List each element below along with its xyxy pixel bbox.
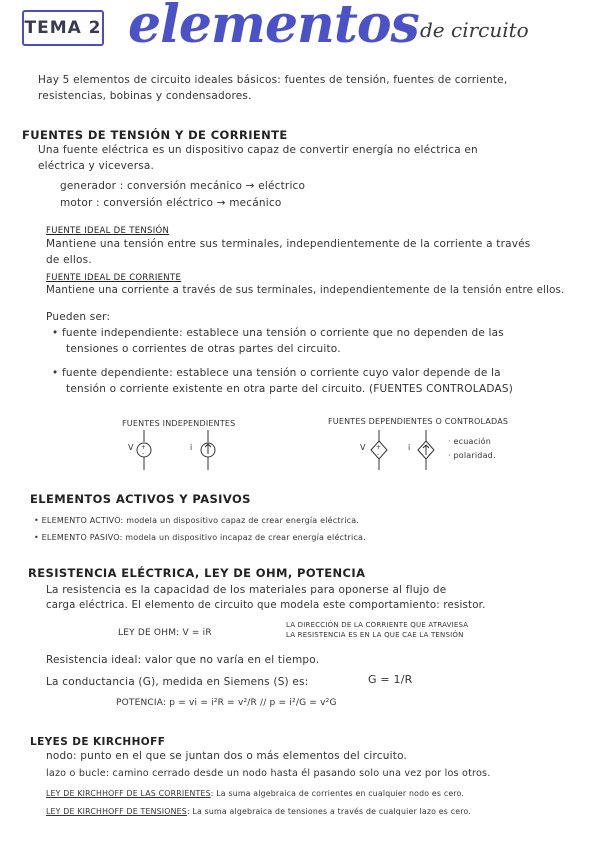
g-formula: G = 1/R [368, 673, 413, 686]
dependent-voltage-source-icon [368, 430, 390, 470]
ideal-tension-line-2: de ellos. [46, 254, 92, 266]
intro-line-2: resistencias, bobinas y condensadores. [38, 90, 252, 102]
ideal-corriente-text: Mantiene una corriente a través de sus terminales, independientemente de la tensión entre ellos. [46, 285, 565, 296]
lazo-def: lazo o bucle: camino cerrado desde un nodo hasta él pasando solo una vez por los otros. [46, 768, 491, 779]
ideal-corriente-title: FUENTE IDEAL DE CORRIENTE [46, 273, 182, 283]
independent-current-source-icon [198, 430, 218, 470]
independiente-line-1: • fuente independiente: establece una tensión o corriente que no dependen de las [52, 325, 582, 341]
conductancia: La conductancia (G), medida en Siemens (S) es: [46, 676, 309, 688]
ideal-tension-line-1: Mantiene una tensión entre sus terminales, independientemente de la corriente a través [46, 238, 531, 250]
svg-text:+: + [141, 444, 147, 451]
kirchhoff-corrientes-title: LEY DE KIRCHHOFF DE LAS CORRIENTES [46, 789, 211, 798]
ideal-tension-text [46, 236, 586, 268]
heading-resistencia: RESISTENCIA ELÉCTRICA, LEY DE OHM, POTENCIA [28, 566, 366, 580]
sym-v-indep-label: V [128, 443, 134, 452]
svg-text:+: + [376, 444, 382, 451]
note-polaridad: · polaridad. [448, 451, 496, 460]
resistencia-ideal: Resistencia ideal: valor que no varía en el tiempo. [46, 654, 320, 666]
intro-paragraph [38, 72, 578, 104]
intro-line-1: Hay 5 elementos de circuito ideales básicos: fuentes de tensión, fuentes de corriente, [38, 74, 508, 86]
sym-i-dep-label: i [408, 443, 411, 452]
resistencia-definition [46, 582, 586, 614]
sym-v-dep-label: V [360, 443, 366, 452]
heading-fuentes: FUENTES DE TENSIÓN Y DE CORRIENTE [22, 128, 288, 142]
ohm-note [286, 620, 468, 640]
label-fuentes-dependientes: FUENTES DEPENDIENTES O CONTROLADAS [328, 417, 509, 426]
fuentes-definition [38, 142, 578, 174]
independiente-line-2: tensiones o corrientes de otras partes del circuito. [66, 343, 341, 355]
fuentes-def-line-2: eléctrica y viceversa. [38, 160, 155, 172]
svg-text:-: - [377, 451, 380, 458]
fuentes-def-line-1: Una fuente eléctrica es un dispositivo capaz de convertir energía no eléctrica en [38, 144, 478, 156]
kirchhoff-corrientes-text: : La suma algebraica de corrientes en cualquier nodo es cero. [210, 789, 465, 798]
nodo-def: nodo: punto en el que se juntan dos o más elementos del circuito. [46, 750, 408, 762]
ohm-note-line-1: LA DIRECCIÓN DE LA CORRIENTE QUE ATRAVIESA [286, 621, 469, 629]
ley-de-ohm: LEY DE OHM: V = iR [118, 628, 212, 638]
ideal-tension-title: FUENTE IDEAL DE TENSIÓN [46, 226, 170, 236]
fuente-independiente [52, 325, 582, 357]
elemento-pasivo: • ELEMENTO PASIVO: modela un dispositivo incapaz de crear energía eléctrica. [34, 532, 574, 543]
motor-line: motor : conversión eléctrico → mecánico [60, 197, 282, 209]
independent-voltage-source-icon [134, 430, 154, 470]
heading-kirchhoff: LEYES DE KIRCHHOFF [30, 736, 166, 748]
kirchhoff-corrientes [46, 788, 591, 799]
tema-label: TEMA 2 [24, 18, 102, 38]
elemento-activo: • ELEMENTO ACTIVO: modela un dispositivo capaz de crear energía eléctrica. [34, 515, 574, 526]
note-ecuacion: · ecuación [448, 437, 491, 446]
heading-activos-pasivos: ELEMENTOS ACTIVOS Y PASIVOS [30, 492, 251, 506]
page-subtitle: de circuito [420, 18, 529, 42]
kirchhoff-tensiones-title: LEY DE KIRCHHOFF DE TENSIONES [46, 807, 187, 816]
svg-text:-: - [142, 450, 145, 457]
resistencia-def-line-1: La resistencia es la capacidad de los materiales para oponerse al flujo de [46, 584, 447, 596]
dependent-current-source-icon [415, 430, 437, 470]
ohm-note-line-2: LA RESISTENCIA ES EN LA QUE CAE LA TENSIÓN [286, 631, 464, 639]
label-fuentes-independientes: FUENTES INDEPENDIENTES [122, 419, 236, 428]
potencia: POTENCIA: p = vi = i²R = v²/R // p = i²/G = v²G [116, 698, 337, 708]
kirchhoff-tensiones [46, 806, 591, 817]
dependiente-line-2: tensión o corriente existente en otra parte del circuito. (FUENTES CONTROLADAS) [66, 383, 514, 395]
page-title: elementos [128, 0, 419, 55]
pueden-ser: Pueden ser: [46, 311, 111, 323]
resistencia-def-line-2: carga eléctrica. El elemento de circuito que modela este comportamiento: resistor. [46, 600, 486, 611]
fuente-dependiente [52, 365, 582, 397]
generador-line: generador : conversión mecánico → eléctrico [60, 180, 306, 192]
tema-box [22, 10, 104, 46]
sym-i-indep-label: i [190, 443, 193, 452]
kirchhoff-tensiones-text: : La suma algebraica de tensiones a través de cualquier lazo es cero. [186, 807, 471, 816]
dependiente-line-1: • fuente dependiente: establece una tensión o corriente cuyo valor depende de la [52, 365, 582, 381]
